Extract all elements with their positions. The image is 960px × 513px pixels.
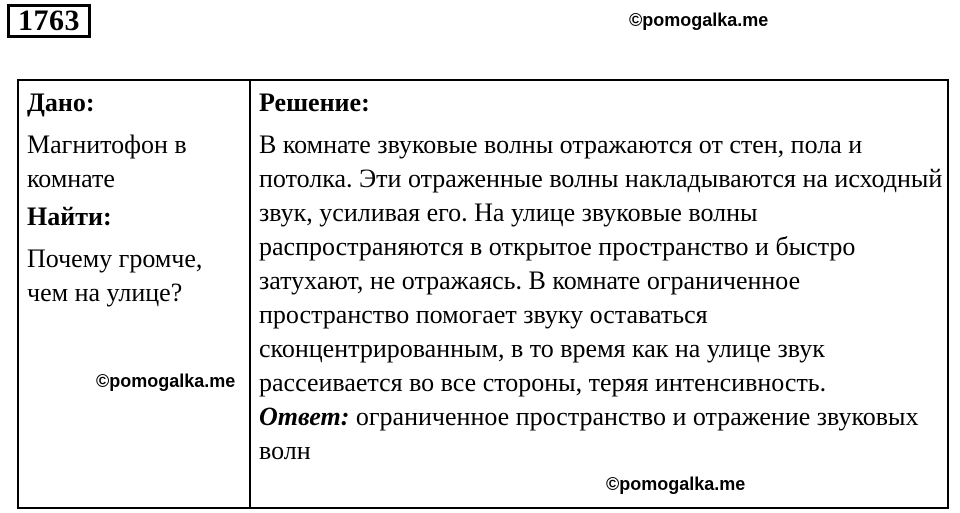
find-heading: Найти: [27, 202, 112, 231]
solution-heading: Решение: [259, 88, 370, 117]
problem-number: 1763 [7, 4, 91, 38]
task-table [17, 79, 949, 509]
find-text: Почему громче, чем на улице? [27, 244, 203, 307]
watermark-top: ©pomogalka.me [629, 10, 769, 30]
answer-line [259, 400, 943, 468]
given-column [27, 81, 245, 310]
watermark-left: ©pomogalka.me [96, 371, 236, 391]
watermark-bottom: ©pomogalka.me [606, 474, 746, 494]
given-heading: Дано: [27, 88, 95, 117]
column-divider [249, 81, 251, 507]
answer-text: ограниченное пространство и отражение звуковых волн [259, 402, 919, 465]
solution-text: В комнате звуковые волны отражаются от стен, пола и потолка. Эти отраженные волны накладываются на исходный звук, усиливая его. На улице звуковые волны распространяются в открытое пространство и быстро затухают, не отражаясь. В комнате ограниченное пространство помогает звуку оставаться сконцентрированным, в то время как на улице звук рассеивается во все стороны, теряя интенсивность. [259, 130, 943, 397]
given-text: Магнитофон в комнате [27, 130, 187, 193]
answer-label: Ответ: [259, 402, 350, 431]
solution-column [259, 81, 943, 468]
